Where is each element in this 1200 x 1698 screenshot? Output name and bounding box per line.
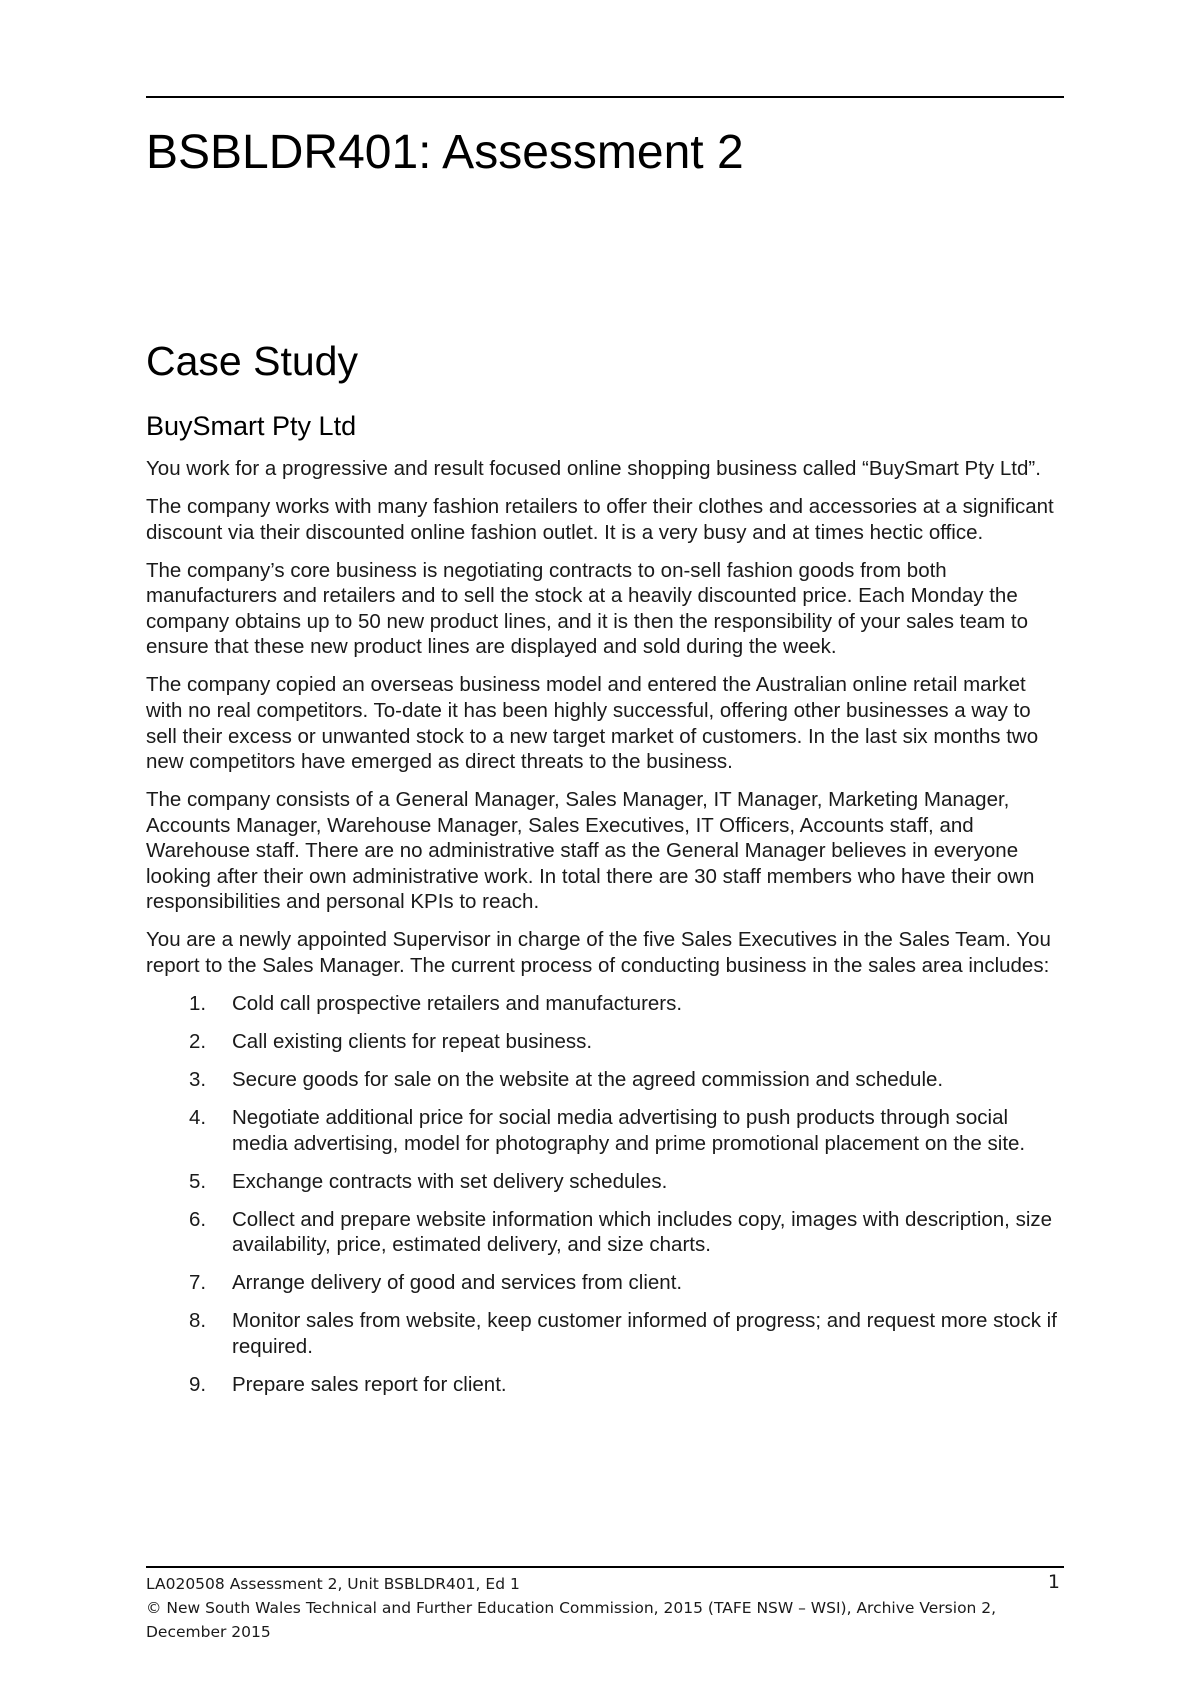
page-footer xyxy=(146,1572,1064,1644)
list-item-text: Exchange contracts with set delivery schedules. xyxy=(232,1169,668,1193)
document-body xyxy=(146,456,1064,1410)
process-list xyxy=(146,991,1064,1397)
list-item xyxy=(146,991,1064,1017)
list-item-number: 5. xyxy=(189,1169,207,1193)
header-rule xyxy=(146,96,1064,98)
list-item-text: Prepare sales report for client. xyxy=(232,1372,507,1396)
list-item xyxy=(146,1029,1064,1055)
list-item xyxy=(146,1308,1064,1359)
list-item-number: 7. xyxy=(189,1271,207,1295)
paragraph: The company’s core business is negotiating contracts to on-sell fashion goods from both manufacturers and retailers and to sell the stock at a heavily discounted price. Each Monday the company obtains up to 50 new product lines, and it is then the responsibility of your sales team to ensure that these new product lines are displayed and sold during the week. xyxy=(146,558,1029,659)
paragraph: You are a newly appointed Supervisor in charge of the five Sales Executives in the Sales Team. You report to the Sales Manager. The current process of conducting business in the sales area includes: xyxy=(146,928,1051,978)
list-item-number: 9. xyxy=(189,1372,207,1396)
list-item xyxy=(146,1372,1064,1398)
list-item xyxy=(146,1169,1064,1195)
list-item-text: Call existing clients for repeat business. xyxy=(232,1030,593,1054)
document-title: BSBLDR401: Assessment 2 xyxy=(146,126,744,179)
list-item-number: 8. xyxy=(189,1309,207,1333)
paragraph: The company works with many fashion retailers to offer their clothes and accessories at a significant discount via their discounted online fashion outlet. It is a very busy and at times hectic office. xyxy=(146,494,1054,544)
list-item-text: Negotiate additional price for social media advertising to push products through social media advertising, model for photography and prime promotional placement on the site. xyxy=(232,1105,1026,1155)
subheading: BuySmart Pty Ltd xyxy=(146,411,357,441)
footer-reference-line xyxy=(146,1572,1064,1596)
page-number: 1 xyxy=(1047,1571,1060,1593)
list-item-number: 6. xyxy=(189,1207,207,1231)
list-item xyxy=(146,1270,1064,1296)
list-item-number: 4. xyxy=(189,1105,207,1129)
list-item-number: 1. xyxy=(189,992,207,1016)
footer-copyright: © New South Wales Technical and Further Education Commission, 2015 (TAFE NSW – WSI), Archive Version 2, December 2015 xyxy=(146,1599,997,1641)
paragraph: You work for a progressive and result focused online shopping business called “BuySmart Pty Ltd”. xyxy=(146,457,1041,480)
list-item-text: Monitor sales from website, keep customer informed of progress; and request more stock if required. xyxy=(232,1309,1057,1358)
section-heading: Case Study xyxy=(146,338,358,384)
paragraph: The company copied an overseas business model and entered the Australian online retail market with no real competitors. To-date it has been highly successful, offering other businesses a way to sell their excess or unwanted stock to a new target market of customers. In the last six months two new competitors have emerged as direct threats to the business. xyxy=(146,673,1039,774)
list-item-number: 2. xyxy=(189,1030,207,1054)
list-item-text: Collect and prepare website information which includes copy, images with description, size availability, price, estimated delivery, and size charts. xyxy=(232,1207,1053,1257)
list-item-number: 3. xyxy=(189,1068,207,1091)
list-item xyxy=(146,1105,1064,1156)
list-item-text: Secure goods for sale on the website at the agreed commission and schedule. xyxy=(232,1068,944,1091)
list-item xyxy=(146,1207,1064,1258)
paragraph: The company consists of a General Manager, Sales Manager, IT Manager, Marketing Manager, Accounts Manager, Warehouse Manager, Sales Executives, IT Officers, Accounts staff, and Warehouse staff. There are no administrative staff as the General Manager believes in everyone looking after their own administrative work. In total there are 30 staff members who have their own responsibilities and personal KPIs to reach. xyxy=(146,788,1035,914)
footer-rule xyxy=(146,1566,1064,1568)
list-item-text: Cold call prospective retailers and manufacturers. xyxy=(232,992,683,1016)
footer-reference: LA020508 Assessment 2, Unit BSBLDR401, Ed 1 xyxy=(146,1575,520,1593)
list-item-text: Arrange delivery of good and services from client. xyxy=(232,1271,683,1295)
list-item xyxy=(146,1067,1064,1093)
